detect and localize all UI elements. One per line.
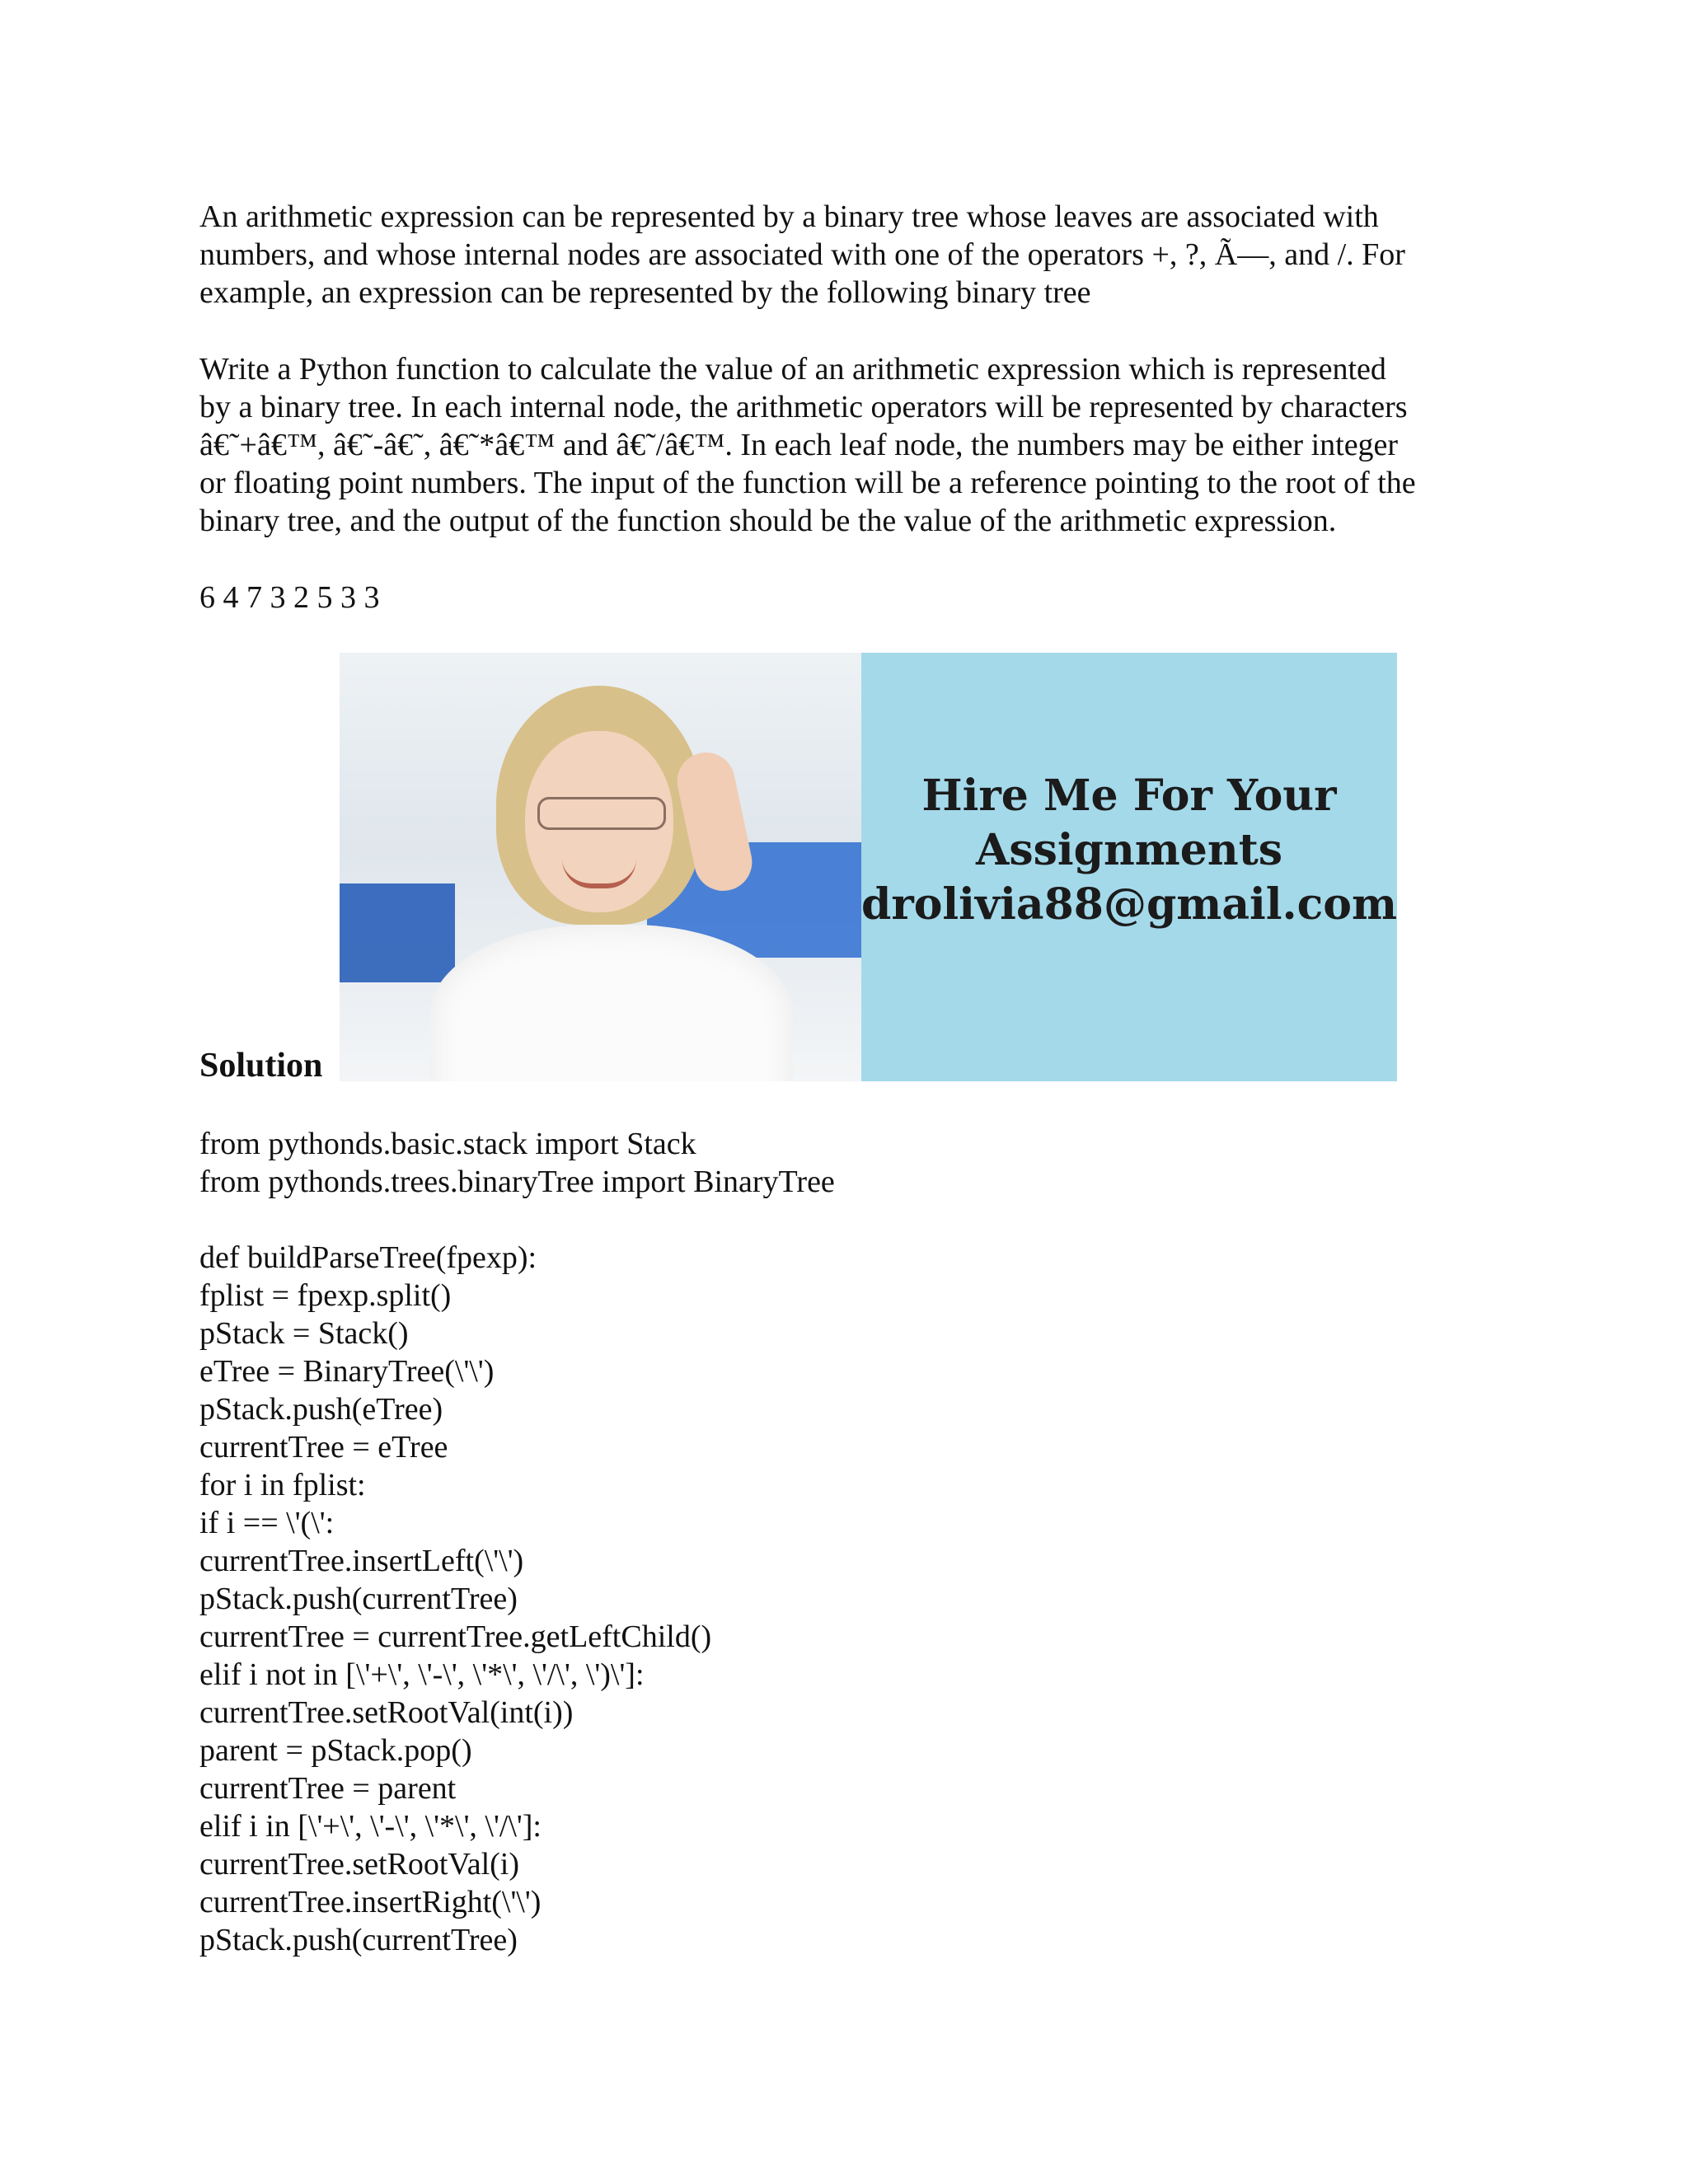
- task-line: or floating point numbers. The input of the function will be a reference pointing to the root of the: [199, 466, 1416, 500]
- banner-line-1: Hire Me For Your: [921, 771, 1337, 821]
- banner-email: drolivia88@gmail.com: [860, 879, 1397, 930]
- number-sequence: [199, 579, 1518, 616]
- code-line: currentTree = currentTree.getLeftChild(): [199, 1619, 712, 1654]
- code-line: pStack = Stack(): [199, 1316, 409, 1351]
- intro-paragraph-1: [199, 198, 1518, 312]
- code-line: currentTree.setRootVal(i): [199, 1847, 519, 1882]
- code-line: elif i not in [\'+\', \'-\', \'*\', \'/\', \')\']:: [199, 1657, 645, 1692]
- code-line: fplist = fpexp.split(): [199, 1278, 452, 1313]
- code-line: pStack.push(currentTree): [199, 1582, 518, 1616]
- photo-blouse-shape: [430, 925, 793, 1081]
- code-line: pStack.push(currentTree): [199, 1923, 518, 1957]
- code-line: parent = pStack.pop(): [199, 1733, 472, 1768]
- task-line: â€˜+â€™, â€˜-â€˜, â€˜*â€™ and â€˜/â€™. In each leaf node, the numbers may be either integer: [199, 428, 1399, 462]
- code-line: for i in fplist:: [199, 1468, 366, 1502]
- photo-glasses-shape: [537, 797, 666, 830]
- code-line: currentTree.insertRight(\'\'): [199, 1885, 542, 1919]
- intro-line: numbers, and whose internal nodes are associated with one of the operators +, ?, Ã—, and /. For: [199, 237, 1405, 272]
- code-line: from pythonds.trees.binaryTree import BinaryTree: [199, 1165, 835, 1199]
- code-line: currentTree.insertLeft(\'\'): [199, 1544, 524, 1578]
- code-line: pStack.push(eTree): [199, 1392, 443, 1427]
- code-line: from pythonds.basic.stack import Stack: [199, 1127, 696, 1161]
- task-line: binary tree, and the output of the function should be the value of the arithmetic expression.: [199, 504, 1337, 538]
- code-blank-line: [199, 1201, 1518, 1239]
- banner-photo: [340, 653, 861, 1081]
- intro-line: example, an expression can be represented by the following binary tree: [199, 275, 1091, 310]
- code-line: currentTree = parent: [199, 1771, 457, 1806]
- code-line: def buildParseTree(fpexp):: [199, 1240, 537, 1275]
- code-line: elif i in [\'+\', \'-\', \'*\', \'/\']:: [199, 1809, 542, 1844]
- solution-code: [199, 1125, 1518, 1959]
- advertisement-banner: [340, 653, 1397, 1081]
- code-line: eTree = BinaryTree(\'\'): [199, 1354, 495, 1389]
- task-line: Write a Python function to calculate the value of an arithmetic expression which is represented: [199, 352, 1386, 387]
- solution-heading: Solution: [199, 1047, 323, 1085]
- code-line: currentTree.setRootVal(int(i)): [199, 1695, 574, 1730]
- banner-text-panel: [861, 653, 1397, 1081]
- banner-line-2: Assignments: [975, 825, 1282, 875]
- task-line: by a binary tree. In each internal node, the arithmetic operators will be represented by characters: [199, 390, 1408, 424]
- code-line: currentTree = eTree: [199, 1430, 448, 1465]
- code-line: if i == \'(\':: [199, 1506, 335, 1540]
- intro-paragraph-2: [199, 350, 1518, 540]
- number-sequence-text: 6 4 7 3 2 5 3 3: [199, 580, 380, 615]
- photo-background-shape: [340, 883, 455, 982]
- intro-line: An arithmetic expression can be represented by a binary tree whose leaves are associated with: [199, 199, 1379, 234]
